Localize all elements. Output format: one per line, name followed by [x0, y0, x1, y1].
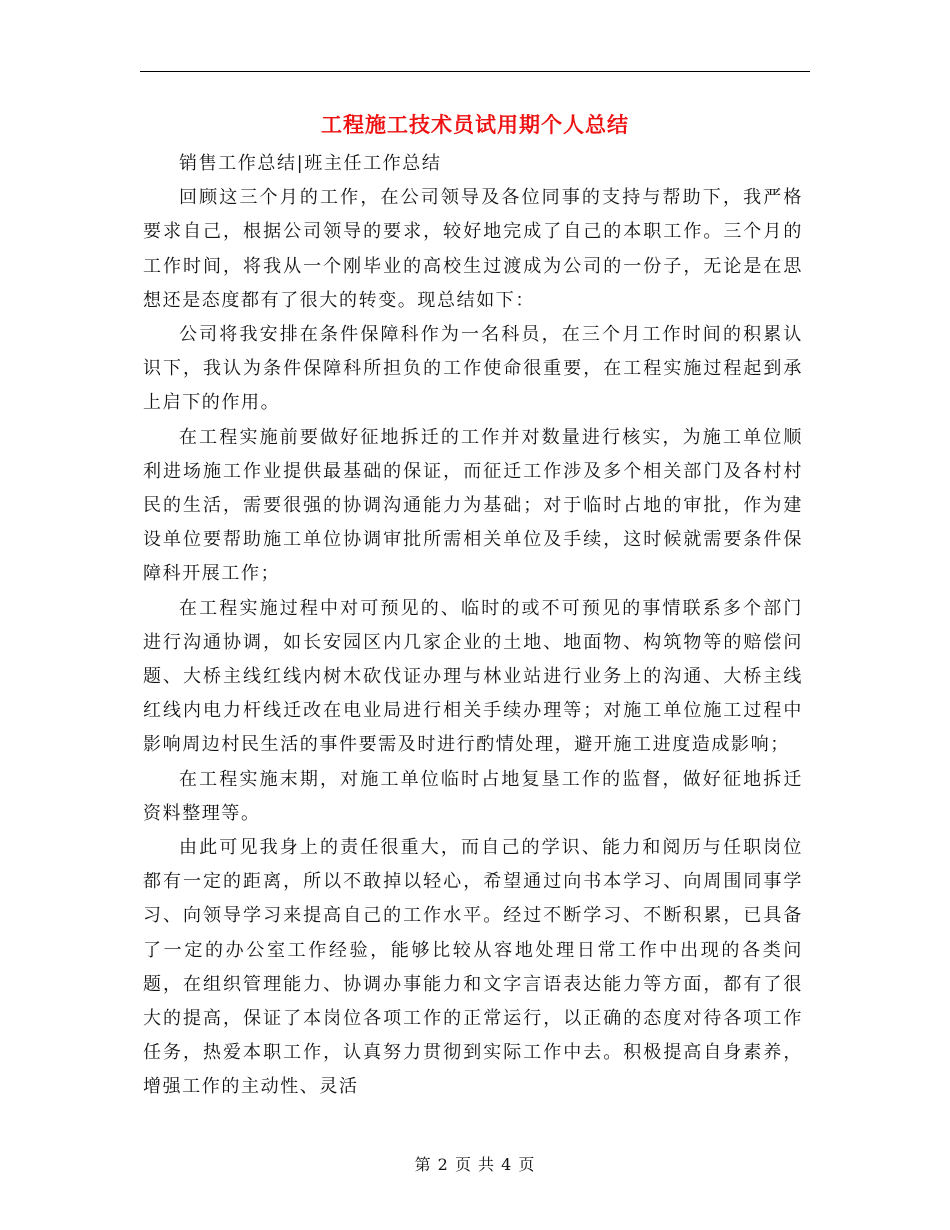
document-body — [143, 147, 803, 1105]
paragraph-5: 在工程实施末期，对施工单位临时占地复垦工作的监督，做好征地拆迁资料整理等。 — [143, 768, 803, 824]
paragraph-6: 由此可见我身上的责任很重大，而自己的学识、能力和阅历与任职岗位都有一定的距离，所以不敢掉以轻心，希望通过向书本学习、向周围同事学习、向领导学习来提高自己的工作水平。经过不断学习、不断积累，已具备了一定的办公室工作经验，能够比较从容地处理日常工作中出现的各类问题，在组织管理能力、协调办事能力和文字言语表达能力等方面，都有了很大的提高，保证了本岗位各项工作的正常运行，以正确的态度对待各项工作任务，热爱本职工作，认真努力贯彻到实际工作中去。积极提高自身素养，增强工作的主动性、灵活 — [143, 837, 803, 1098]
paragraph-1: 回顾这三个月的工作，在公司领导及各位同事的支持与帮助下，我严格要求自己，根据公司领导的要求，较好地完成了自己的本职工作。三个月的工作时间，将我从一个刚毕业的高校生过渡成为公司的一份子，无论是在思想还是态度都有了很大的转变。现总结如下： — [143, 187, 803, 311]
paragraph-3: 在工程实施前要做好征地拆迁的工作并对数量进行核实，为施工单位顺利进场施工作业提供最基础的保证，而征迁工作涉及多个相关部门及各村村民的生活，需要很强的协调沟通能力为基础；对于临时占地的审批，作为建设单位要帮助施工单位协调审批所需相关单位及手续，这时候就需要条件保障科开展工作； — [143, 426, 803, 585]
header-rule — [140, 71, 810, 72]
document-title: 工程施工技术员试用期个人总结 — [321, 112, 629, 137]
page-number-footer: 第 2 页 共 4 页 — [414, 1155, 536, 1174]
paragraph-4: 在工程实施过程中对可预见的、临时的或不可预见的事情联系多个部门进行沟通协调，如长安园区内几家企业的土地、地面物、构筑物等的赔偿问题、大桥主线红线内树木砍伐证办理与林业站进行业务上的沟通、大桥主线红线内电力杆线迁改在电业局进行相关手续办理等；对施工单位施工过程中影响周边村民生活的事件要需及时进行酌情处理，避开施工进度造成影响； — [143, 597, 803, 756]
subtitle-line: 销售工作总结|班主任工作总结 — [179, 153, 442, 174]
paragraph-2: 公司将我安排在条件保障科作为一名科员，在三个月工作时间的积累认识下，我认为条件保障科所担负的工作使命很重要，在工程实施过程起到承上启下的作用。 — [143, 324, 803, 414]
